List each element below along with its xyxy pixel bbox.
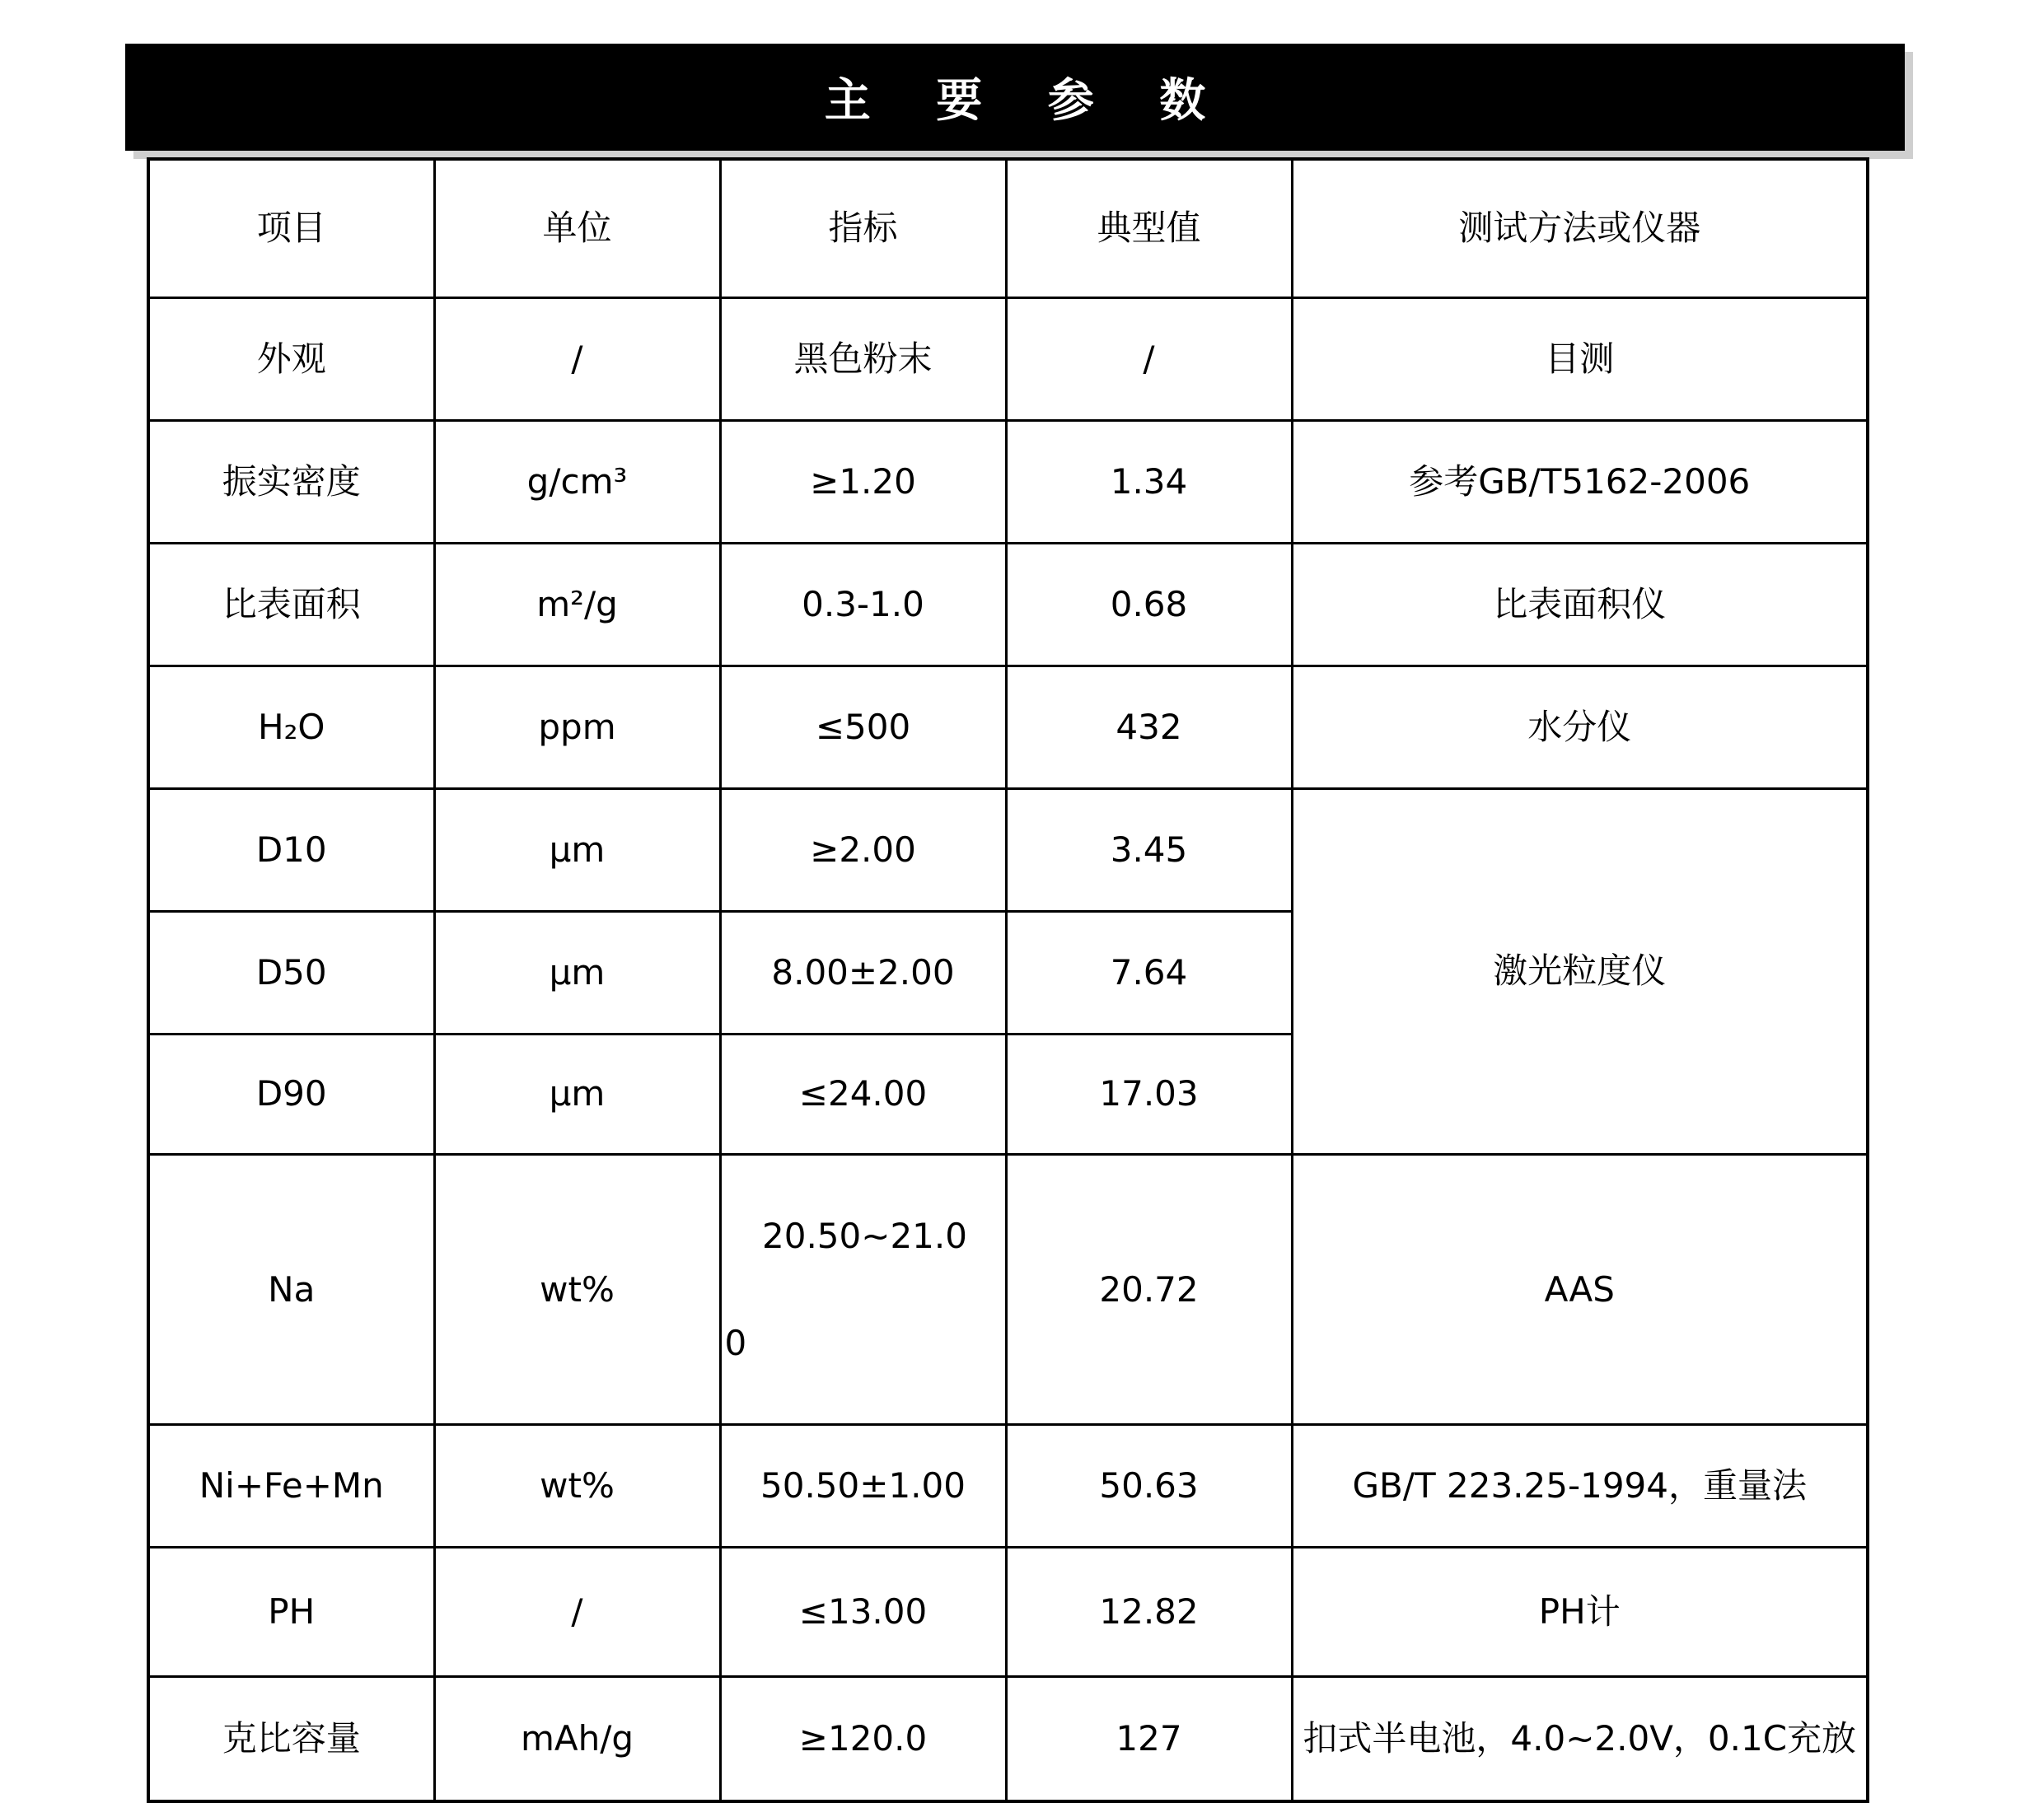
cell-spec: ≥120.0 [720, 1677, 1006, 1802]
cell-typical: 432 [1006, 666, 1292, 789]
spec-range-line1: 20.50~21.0 [762, 1216, 967, 1257]
cell-spec [720, 1155, 1006, 1425]
cell-unit: / [434, 298, 720, 421]
cell-spec: 黑色粉末 [720, 298, 1006, 421]
spec-range-line2: 0 [724, 1323, 747, 1364]
table-row [148, 666, 1868, 789]
cell-typical: 0.68 [1006, 544, 1292, 666]
cell-unit: wt% [434, 1155, 720, 1425]
cell-spec: ≤13.00 [720, 1548, 1006, 1677]
cell-typical: 3.45 [1006, 789, 1292, 912]
cell-unit: m²/g [434, 544, 720, 666]
cell-spec: 8.00±2.00 [720, 912, 1006, 1035]
cell-spec: 50.50±1.00 [720, 1425, 1006, 1548]
cell-unit: μm [434, 912, 720, 1035]
table-row [148, 544, 1868, 666]
cell-unit: / [434, 1548, 720, 1677]
cell-method: 参考GB/T5162-2006 [1292, 421, 1868, 544]
cell-item: Na [148, 1155, 434, 1425]
cell-unit: mAh/g [434, 1677, 720, 1802]
table-row [148, 421, 1868, 544]
spec-range [722, 1156, 1005, 1423]
cell-typical: 12.82 [1006, 1548, 1292, 1677]
cell-unit: ppm [434, 666, 720, 789]
header-typical: 典型值 [1006, 159, 1292, 298]
cell-spec: ≤24.00 [720, 1035, 1006, 1155]
title-bar [125, 44, 1905, 151]
cell-item: 外观 [148, 298, 434, 421]
cell-item: H₂O [148, 666, 434, 789]
page-title: 主 要 参 数 [824, 74, 1231, 128]
cell-typical: 1.34 [1006, 421, 1292, 544]
cell-spec: ≥1.20 [720, 421, 1006, 544]
cell-item: D50 [148, 912, 434, 1035]
cell-item: D90 [148, 1035, 434, 1155]
header-method: 测试方法或仪器 [1292, 159, 1868, 298]
table-row [148, 789, 1868, 912]
cell-method-merged: 激光粒度仪 [1292, 789, 1868, 1155]
cell-typical: 20.72 [1006, 1155, 1292, 1425]
cell-unit: μm [434, 789, 720, 912]
cell-spec: 0.3-1.0 [720, 544, 1006, 666]
table-row [148, 298, 1868, 421]
cell-typical: / [1006, 298, 1292, 421]
cell-item: PH [148, 1548, 434, 1677]
parameters-table [147, 157, 1869, 1803]
cell-method: AAS [1292, 1155, 1868, 1425]
cell-typical: 7.64 [1006, 912, 1292, 1035]
cell-item: 振实密度 [148, 421, 434, 544]
table-header-row [148, 159, 1868, 298]
table-row [148, 1548, 1868, 1677]
table-row [148, 1677, 1868, 1802]
cell-method: PH计 [1292, 1548, 1868, 1677]
cell-unit: g/cm³ [434, 421, 720, 544]
cell-typical: 17.03 [1006, 1035, 1292, 1155]
cell-unit: wt% [434, 1425, 720, 1548]
cell-method: 目测 [1292, 298, 1868, 421]
cell-method: 扣式半电池，4.0~2.0V，0.1C充放 [1292, 1677, 1868, 1802]
cell-spec: ≥2.00 [720, 789, 1006, 912]
cell-item: 克比容量 [148, 1677, 434, 1802]
table-row [148, 1425, 1868, 1548]
cell-typical: 127 [1006, 1677, 1292, 1802]
header-item: 项目 [148, 159, 434, 298]
table-row [148, 1155, 1868, 1425]
cell-unit: μm [434, 1035, 720, 1155]
cell-typical: 50.63 [1006, 1425, 1292, 1548]
cell-method: 比表面积仪 [1292, 544, 1868, 666]
cell-method: 水分仪 [1292, 666, 1868, 789]
header-unit: 单位 [434, 159, 720, 298]
header-spec: 指标 [720, 159, 1006, 298]
cell-item: 比表面积 [148, 544, 434, 666]
cell-item: Ni+Fe+Mn [148, 1425, 434, 1548]
cell-method: GB/T 223.25-1994，重量法 [1292, 1425, 1868, 1548]
cell-spec: ≤500 [720, 666, 1006, 789]
cell-item: D10 [148, 789, 434, 912]
